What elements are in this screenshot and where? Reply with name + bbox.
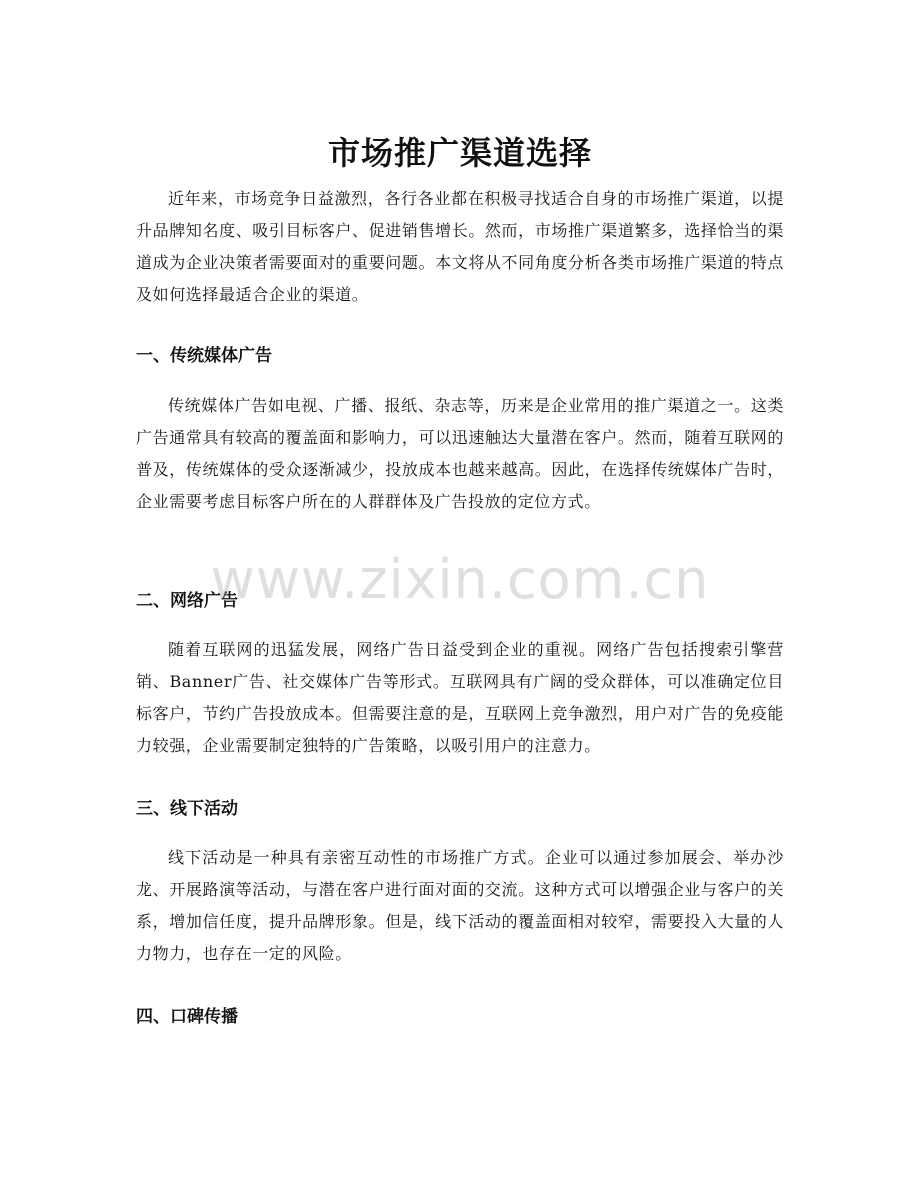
section-heading-online-ads: 二、网络广告: [136, 591, 238, 611]
section-heading-offline-events: 三、线下活动: [136, 799, 238, 819]
section-body-traditional-media: 传统媒体广告如电视、广播、报纸、杂志等，历来是企业常用的推广渠道之一。这类广告通常具有较高的覆盖面和影响力，可以迅速触达大量潜在客户。然而，随着互联网的普及，传统媒体的受众逐渐减少，投放成本也越来越高。因此，在选择传统媒体广告时，企业需要考虑目标客户所在的人群群体及广告投放的定位方式。: [136, 396, 784, 511]
section-heading-traditional-media: 一、传统媒体广告: [136, 346, 272, 366]
section-body-online-ads: 随着互联网的迅猛发展，网络广告日益受到企业的重视。网络广告包括搜索引擎营销、Banner广告、社交媒体广告等形式。互联网具有广阔的受众群体，可以准确定位目标客户，节约广告投放成本。但需要注意的是，互联网上竞争激烈，用户对广告的免疫能力较强，企业需要制定独特的广告策略，以吸引用户的注意力。: [136, 640, 784, 755]
document-title: 市场推广渠道选择: [327, 134, 592, 173]
section-heading-word-of-mouth: 四、口碑传播: [136, 1007, 238, 1027]
watermark-text: www.zixin.com.cn: [210, 548, 710, 611]
intro-paragraph: 近年来，市场竞争日益激烈，各行各业都在积极寻找适合自身的市场推广渠道，以提升品牌知名度、吸引目标客户、促进销售增长。然而，市场推广渠道繁多，选择恰当的渠道成为企业决策者需要面对的重要问题。本文将从不同角度分析各类市场推广渠道的特点及如何选择最适合企业的渠道。: [136, 189, 784, 304]
section-body-offline-events: 线下活动是一种具有亲密互动性的市场推广方式。企业可以通过参加展会、举办沙龙、开展路演等活动，与潜在客户进行面对面的交流。这种方式可以增强企业与客户的关系，增加信任度，提升品牌形象。但是，线下活动的覆盖面相对较窄，需要投入大量的人力物力，也存在一定的风险。: [136, 848, 784, 963]
